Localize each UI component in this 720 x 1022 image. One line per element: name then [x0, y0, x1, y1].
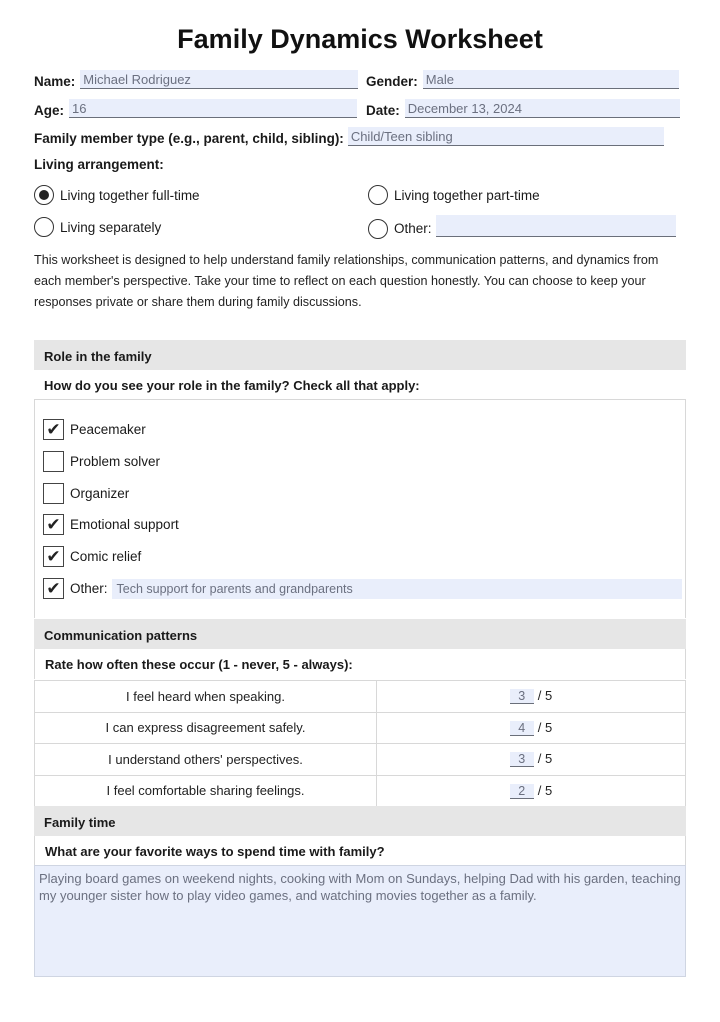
role-section-heading: Role in the family: [34, 340, 686, 370]
family-time-answer[interactable]: Playing board games on weekend nights, cooking with Mom on Sundays, helping Dad with his garden, teaching my younger sister how to play video games, and watching movies together as a family.: [34, 865, 686, 977]
checkbox-box[interactable]: ✔: [43, 546, 64, 567]
checkbox-box[interactable]: ✔: [43, 419, 64, 440]
checkbox-box[interactable]: [43, 451, 64, 472]
family-time-question: What are your favorite ways to spend time with family?: [34, 836, 686, 866]
table-row: [35, 775, 686, 807]
checkbox-organizer[interactable]: [43, 483, 129, 504]
checkbox-box[interactable]: ✔: [43, 514, 64, 535]
radio-label: Living separately: [60, 219, 162, 235]
radio-circle[interactable]: [368, 185, 388, 205]
checkbox-box[interactable]: [43, 483, 64, 504]
date-row: [366, 99, 680, 118]
rating-input[interactable]: 3: [510, 689, 534, 704]
name-label: Name:: [34, 74, 76, 89]
role-question: How do you see your role in the family? Check all that apply:: [34, 370, 686, 400]
table-row: [35, 744, 686, 776]
rating-cell: [377, 712, 686, 744]
checkbox-label: Problem solver: [70, 454, 161, 469]
rating-max: / 5: [537, 782, 553, 798]
age-field[interactable]: 16: [69, 99, 357, 118]
gender-field[interactable]: Male: [423, 70, 679, 89]
rating-statement: I understand others' perspectives.: [35, 744, 377, 776]
checkbox-problem-solver[interactable]: [43, 451, 160, 472]
communication-question: Rate how often these occur (1 - never, 5 - always):: [34, 649, 686, 679]
radio-circle[interactable]: [368, 219, 388, 239]
checkbox-role-other[interactable]: [43, 578, 682, 599]
date-label: Date:: [366, 103, 400, 118]
radio-selected-dot: [39, 190, 49, 200]
page-title: Family Dynamics Worksheet: [177, 24, 543, 54]
living-other-field[interactable]: [436, 215, 676, 237]
table-row: [35, 681, 686, 713]
rating-table: [34, 680, 686, 807]
radio-label: Living together part-time: [394, 187, 540, 203]
checkbox-label: Peacemaker: [70, 422, 146, 437]
radio-living-separately[interactable]: [34, 217, 161, 237]
member-type-field[interactable]: Child/Teen sibling: [348, 127, 664, 146]
checkbox-label: Organizer: [70, 486, 130, 501]
radio-label: Other:: [394, 220, 432, 236]
radio-circle[interactable]: [34, 185, 54, 205]
age-label: Age:: [34, 103, 64, 118]
family-time-section-heading: Family time: [34, 806, 686, 836]
age-row: [34, 99, 357, 118]
rating-statement: I can express disagreement safely.: [35, 712, 377, 744]
checkbox-peacemaker[interactable]: [43, 419, 146, 440]
name-row: [34, 70, 358, 89]
radio-circle[interactable]: [34, 217, 54, 237]
rating-statement: I feel comfortable sharing feelings.: [35, 775, 377, 807]
name-field[interactable]: Michael Rodriguez: [80, 70, 358, 89]
radio-label: Living together full-time: [60, 187, 200, 203]
radio-living-other[interactable]: [368, 213, 676, 239]
role-other-field[interactable]: Tech support for parents and grandparents: [112, 579, 682, 599]
checkbox-comic-relief[interactable]: [43, 546, 141, 567]
member-type-row: [34, 127, 664, 146]
member-type-label: Family member type (e.g., parent, child, sibling):: [34, 131, 344, 146]
date-field[interactable]: December 13, 2024: [405, 99, 680, 118]
rating-input[interactable]: 2: [510, 784, 534, 799]
rating-cell: [377, 744, 686, 776]
checkbox-emotional-support[interactable]: [43, 514, 179, 535]
rating-statement: I feel heard when speaking.: [35, 681, 377, 713]
radio-living-part-time[interactable]: [368, 185, 540, 205]
checkbox-label: Emotional support: [70, 517, 179, 532]
rating-input[interactable]: 4: [510, 721, 534, 736]
rating-cell: [377, 775, 686, 807]
checkbox-label: Other:: [70, 581, 108, 596]
communication-section-heading: Communication patterns: [34, 619, 686, 649]
gender-label: Gender:: [366, 74, 418, 89]
rating-max: / 5: [537, 751, 553, 767]
living-label: Living arrangement:: [34, 157, 164, 172]
checkbox-label: Comic relief: [70, 549, 142, 564]
rating-max: / 5: [537, 719, 553, 735]
gender-row: [366, 70, 679, 89]
checkbox-box[interactable]: ✔: [43, 578, 64, 599]
rating-max: / 5: [537, 688, 553, 704]
rating-input[interactable]: 3: [510, 752, 534, 767]
radio-living-full-time[interactable]: [34, 185, 200, 205]
table-row: [35, 712, 686, 744]
intro-text: This worksheet is designed to help understand family relationships, communication patterns, and dynamics from each member's perspective. Take your time to reflect on each question honestly. You can choose to keep your responses private or share them during family discussions.: [34, 253, 659, 309]
rating-cell: [377, 681, 686, 713]
